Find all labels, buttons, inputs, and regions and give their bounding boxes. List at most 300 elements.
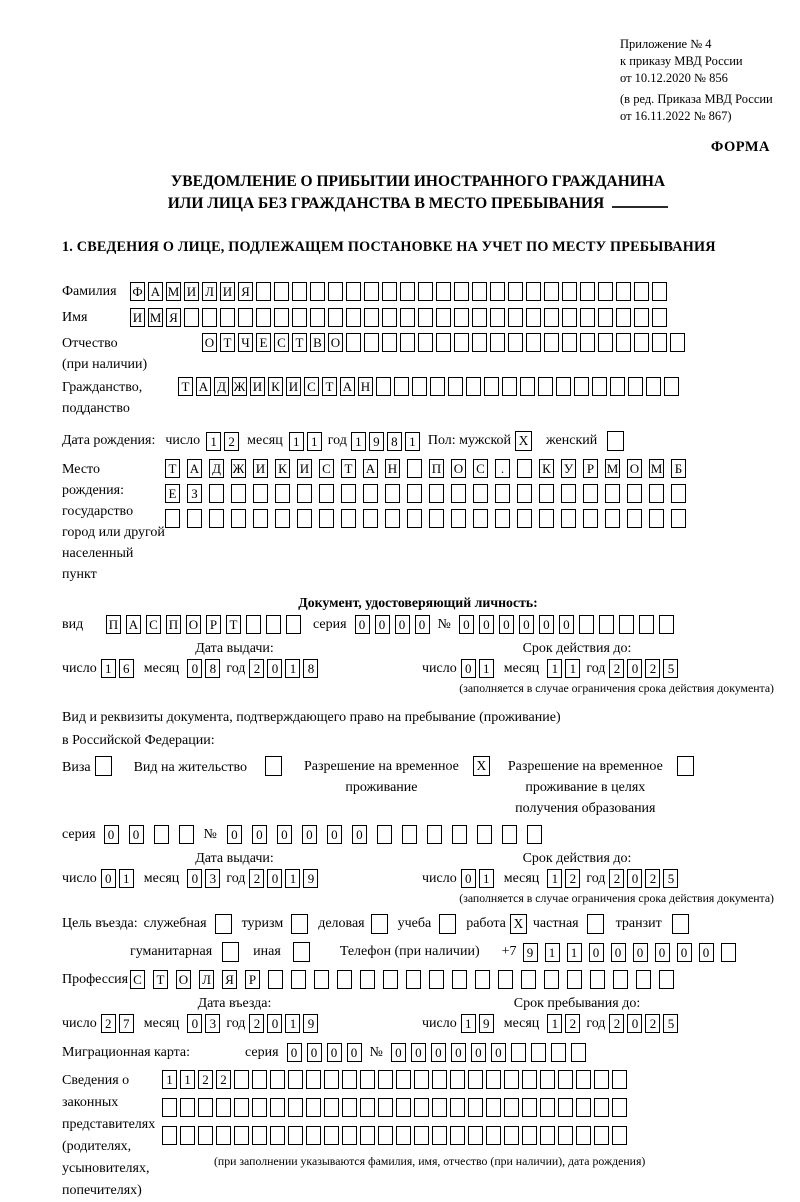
char-box[interactable] <box>605 484 620 503</box>
char-box[interactable] <box>154 825 169 844</box>
char-box[interactable] <box>364 333 379 352</box>
char-box[interactable]: П <box>106 615 121 634</box>
char-box[interactable] <box>508 308 523 327</box>
residence-series-boxes[interactable] <box>104 825 194 844</box>
char-box[interactable]: 0 <box>539 615 554 634</box>
char-box[interactable] <box>400 308 415 327</box>
char-box[interactable] <box>179 825 194 844</box>
char-box[interactable] <box>429 970 444 989</box>
char-box[interactable] <box>363 509 378 528</box>
char-box[interactable]: 1 <box>285 1014 300 1033</box>
char-box[interactable]: Т <box>153 970 168 989</box>
char-box[interactable]: Л <box>199 970 214 989</box>
char-box[interactable] <box>562 282 577 301</box>
char-box[interactable]: 0 <box>252 825 267 844</box>
char-box[interactable] <box>429 484 444 503</box>
char-box[interactable]: 1 <box>547 1014 562 1033</box>
char-box[interactable] <box>234 1098 249 1117</box>
char-box[interactable]: 0 <box>267 869 282 888</box>
char-box[interactable] <box>664 377 679 396</box>
char-box[interactable]: И <box>184 282 199 301</box>
char-box[interactable]: 0 <box>479 615 494 634</box>
char-box[interactable] <box>286 615 301 634</box>
char-box[interactable]: 1 <box>285 659 300 678</box>
char-box[interactable]: 0 <box>499 615 514 634</box>
char-box[interactable]: Т <box>165 459 180 478</box>
char-box[interactable] <box>520 377 535 396</box>
char-box[interactable] <box>544 970 559 989</box>
char-box[interactable] <box>448 377 463 396</box>
valid-year-boxes[interactable] <box>609 869 678 888</box>
char-box[interactable]: Н <box>358 377 373 396</box>
char-box[interactable]: 5 <box>663 1014 678 1033</box>
char-box[interactable] <box>270 1126 285 1145</box>
char-box[interactable] <box>252 1126 267 1145</box>
char-box[interactable] <box>562 333 577 352</box>
char-box[interactable]: 2 <box>609 659 624 678</box>
char-box[interactable] <box>342 1126 357 1145</box>
char-box[interactable] <box>599 615 614 634</box>
char-box[interactable] <box>246 615 261 634</box>
char-box[interactable] <box>324 1098 339 1117</box>
char-box[interactable] <box>396 1126 411 1145</box>
char-box[interactable]: Т <box>322 377 337 396</box>
char-box[interactable] <box>526 333 541 352</box>
char-box[interactable]: С <box>319 459 334 478</box>
char-box[interactable] <box>639 615 654 634</box>
char-box[interactable]: 0 <box>677 943 692 962</box>
stay-month-boxes[interactable] <box>547 1014 580 1033</box>
char-box[interactable]: К <box>275 459 290 478</box>
issue-year-boxes[interactable] <box>249 659 318 678</box>
char-box[interactable]: 8 <box>387 432 402 451</box>
char-box[interactable] <box>270 1070 285 1089</box>
char-box[interactable] <box>652 333 667 352</box>
char-box[interactable] <box>342 1070 357 1089</box>
char-box[interactable]: М <box>650 461 663 476</box>
char-box[interactable]: 1 <box>405 432 420 451</box>
representatives-row1[interactable] <box>162 1070 645 1089</box>
checkbox-purpose-private[interactable] <box>587 914 604 934</box>
char-box[interactable]: 0 <box>589 943 604 962</box>
char-box[interactable] <box>521 970 536 989</box>
char-box[interactable]: Я <box>222 970 237 989</box>
char-box[interactable]: 0 <box>227 825 242 844</box>
char-box[interactable] <box>256 282 271 301</box>
char-box[interactable]: 0 <box>627 869 642 888</box>
char-box[interactable] <box>495 484 510 503</box>
char-box[interactable]: 0 <box>187 1014 202 1033</box>
char-box[interactable] <box>209 509 224 528</box>
char-box[interactable] <box>649 509 664 528</box>
char-box[interactable] <box>364 308 379 327</box>
char-box[interactable]: Я <box>166 308 181 327</box>
char-box[interactable] <box>454 333 469 352</box>
char-box[interactable] <box>580 308 595 327</box>
char-box[interactable] <box>556 377 571 396</box>
birth-place-row2[interactable] <box>165 484 686 503</box>
char-box[interactable] <box>484 377 499 396</box>
char-box[interactable] <box>180 1126 195 1145</box>
char-box[interactable]: 0 <box>415 615 430 634</box>
char-box[interactable]: Н <box>385 459 400 478</box>
char-box[interactable] <box>646 377 661 396</box>
char-box[interactable] <box>253 484 268 503</box>
char-box[interactable]: Л <box>202 282 217 301</box>
char-box[interactable] <box>502 825 517 844</box>
char-box[interactable]: М <box>167 284 180 299</box>
char-box[interactable] <box>184 308 199 327</box>
char-box[interactable]: 6 <box>119 659 134 678</box>
char-box[interactable] <box>341 484 356 503</box>
char-box[interactable] <box>517 484 532 503</box>
char-box[interactable]: 1 <box>461 1014 476 1033</box>
char-box[interactable] <box>337 970 352 989</box>
char-box[interactable] <box>451 484 466 503</box>
char-box[interactable] <box>468 1070 483 1089</box>
char-box[interactable] <box>636 970 651 989</box>
char-box[interactable] <box>216 1126 231 1145</box>
char-box[interactable] <box>580 282 595 301</box>
patronymic-boxes[interactable] <box>202 333 685 352</box>
char-box[interactable]: 2 <box>198 1070 213 1089</box>
char-box[interactable] <box>427 825 442 844</box>
char-box[interactable]: 1 <box>162 1070 177 1089</box>
char-box[interactable] <box>627 509 642 528</box>
char-box[interactable] <box>508 333 523 352</box>
char-box[interactable]: Р <box>583 459 598 478</box>
char-box[interactable] <box>406 970 421 989</box>
char-box[interactable] <box>594 1070 609 1089</box>
char-box[interactable]: С <box>274 333 289 352</box>
char-box[interactable]: Б <box>671 459 686 478</box>
char-box[interactable]: И <box>253 459 268 478</box>
char-box[interactable]: 0 <box>699 943 714 962</box>
checkbox-purpose-study[interactable] <box>439 914 456 934</box>
checkbox-purpose-business[interactable] <box>371 914 388 934</box>
valid-month-boxes[interactable] <box>547 659 580 678</box>
citizenship-boxes[interactable] <box>178 377 679 396</box>
char-box[interactable]: 2 <box>645 869 660 888</box>
char-box[interactable] <box>266 615 281 634</box>
char-box[interactable]: . <box>495 459 510 478</box>
char-box[interactable] <box>432 1070 447 1089</box>
char-box[interactable] <box>598 282 613 301</box>
char-box[interactable]: 1 <box>547 659 562 678</box>
char-box[interactable] <box>558 1126 573 1145</box>
char-box[interactable] <box>385 484 400 503</box>
char-box[interactable] <box>659 970 674 989</box>
char-box[interactable]: 2 <box>249 659 264 678</box>
char-box[interactable]: Р <box>206 615 221 634</box>
char-box[interactable] <box>306 1070 321 1089</box>
char-box[interactable] <box>468 1098 483 1117</box>
char-box[interactable] <box>468 1126 483 1145</box>
char-box[interactable] <box>594 1098 609 1117</box>
birth-year-boxes[interactable] <box>351 432 420 451</box>
char-box[interactable]: 8 <box>205 659 220 678</box>
char-box[interactable]: 1 <box>479 869 494 888</box>
char-box[interactable] <box>310 308 325 327</box>
char-box[interactable]: 0 <box>655 943 670 962</box>
char-box[interactable]: 1 <box>307 432 322 451</box>
char-box[interactable] <box>310 282 325 301</box>
char-box[interactable] <box>238 308 253 327</box>
birth-day-boxes[interactable] <box>206 432 239 451</box>
char-box[interactable] <box>407 509 422 528</box>
char-box[interactable]: 0 <box>471 1043 486 1062</box>
char-box[interactable] <box>288 1070 303 1089</box>
valid-day-boxes[interactable] <box>461 659 494 678</box>
migration-number-boxes[interactable] <box>391 1043 586 1062</box>
char-box[interactable]: К <box>268 377 283 396</box>
char-box[interactable] <box>590 970 605 989</box>
char-box[interactable] <box>253 509 268 528</box>
char-box[interactable]: И <box>250 377 265 396</box>
char-box[interactable]: М <box>149 310 162 325</box>
char-box[interactable]: Ж <box>233 379 246 394</box>
char-box[interactable] <box>450 1126 465 1145</box>
char-box[interactable] <box>527 825 542 844</box>
char-box[interactable] <box>165 509 180 528</box>
char-box[interactable] <box>616 282 631 301</box>
char-box[interactable] <box>490 282 505 301</box>
char-box[interactable] <box>275 484 290 503</box>
char-box[interactable]: 2 <box>249 1014 264 1033</box>
char-box[interactable]: 5 <box>663 869 678 888</box>
char-box[interactable]: 1 <box>545 943 560 962</box>
char-box[interactable] <box>429 509 444 528</box>
char-box[interactable] <box>378 1098 393 1117</box>
char-box[interactable]: Я <box>238 282 253 301</box>
char-box[interactable] <box>540 1070 555 1089</box>
char-box[interactable] <box>526 282 541 301</box>
char-box[interactable] <box>539 509 554 528</box>
char-box[interactable] <box>430 377 445 396</box>
char-box[interactable]: О <box>328 333 343 352</box>
char-box[interactable]: З <box>187 484 202 503</box>
char-box[interactable] <box>671 509 686 528</box>
doc-number-boxes[interactable] <box>459 615 674 634</box>
char-box[interactable] <box>498 970 513 989</box>
char-box[interactable] <box>522 1126 537 1145</box>
char-box[interactable] <box>292 308 307 327</box>
char-box[interactable]: 0 <box>347 1043 362 1062</box>
char-box[interactable]: 0 <box>461 659 476 678</box>
checkbox-purpose-tourism[interactable] <box>291 914 308 934</box>
char-box[interactable] <box>252 1070 267 1089</box>
char-box[interactable] <box>544 333 559 352</box>
char-box[interactable]: 0 <box>491 1043 506 1062</box>
char-box[interactable] <box>216 1098 231 1117</box>
char-box[interactable]: 0 <box>431 1043 446 1062</box>
char-box[interactable] <box>526 308 541 327</box>
char-box[interactable] <box>407 459 422 478</box>
char-box[interactable] <box>671 484 686 503</box>
char-box[interactable]: 2 <box>565 869 580 888</box>
char-box[interactable]: 0 <box>187 659 202 678</box>
char-box[interactable]: 0 <box>519 615 534 634</box>
char-box[interactable] <box>634 282 649 301</box>
char-box[interactable] <box>612 1098 627 1117</box>
profession-boxes[interactable] <box>130 970 674 989</box>
char-box[interactable] <box>583 484 598 503</box>
char-box[interactable] <box>400 282 415 301</box>
char-box[interactable] <box>436 333 451 352</box>
char-box[interactable] <box>324 1070 339 1089</box>
char-box[interactable]: 0 <box>101 869 116 888</box>
char-box[interactable]: 0 <box>327 825 342 844</box>
issue-month-boxes[interactable] <box>187 659 220 678</box>
char-box[interactable]: 3 <box>205 1014 220 1033</box>
birth-month-boxes[interactable] <box>289 432 322 451</box>
char-box[interactable]: 0 <box>559 615 574 634</box>
char-box[interactable]: А <box>196 377 211 396</box>
char-box[interactable] <box>504 1098 519 1117</box>
char-box[interactable] <box>396 1098 411 1117</box>
char-box[interactable] <box>268 970 283 989</box>
char-box[interactable]: 0 <box>627 659 642 678</box>
char-box[interactable]: 8 <box>303 659 318 678</box>
char-box[interactable] <box>504 1070 519 1089</box>
char-box[interactable]: Р <box>245 970 260 989</box>
char-box[interactable] <box>377 825 392 844</box>
valid-year-boxes[interactable] <box>609 659 678 678</box>
char-box[interactable] <box>522 1070 537 1089</box>
char-box[interactable]: 2 <box>645 659 660 678</box>
char-box[interactable]: 0 <box>627 1014 642 1033</box>
char-box[interactable] <box>670 333 685 352</box>
char-box[interactable] <box>576 1098 591 1117</box>
char-box[interactable]: 0 <box>352 825 367 844</box>
char-box[interactable]: И <box>220 282 235 301</box>
stay-year-boxes[interactable] <box>609 1014 678 1033</box>
entry-year-boxes[interactable] <box>249 1014 318 1033</box>
name-boxes[interactable] <box>130 308 667 327</box>
char-box[interactable] <box>634 333 649 352</box>
char-box[interactable] <box>209 484 224 503</box>
char-box[interactable]: Д <box>214 377 229 396</box>
char-box[interactable] <box>473 484 488 503</box>
char-box[interactable] <box>231 509 246 528</box>
char-box[interactable] <box>652 282 667 301</box>
char-box[interactable] <box>612 1126 627 1145</box>
char-box[interactable]: А <box>148 282 163 301</box>
char-box[interactable] <box>616 308 631 327</box>
char-box[interactable]: М <box>606 461 619 476</box>
char-box[interactable] <box>342 1098 357 1117</box>
char-box[interactable] <box>314 970 329 989</box>
char-box[interactable] <box>306 1098 321 1117</box>
char-box[interactable] <box>502 377 517 396</box>
char-box[interactable] <box>360 1126 375 1145</box>
char-box[interactable] <box>328 282 343 301</box>
char-box[interactable] <box>297 509 312 528</box>
char-box[interactable]: 1 <box>565 659 580 678</box>
checkbox-purpose-work[interactable]: X <box>510 914 527 934</box>
char-box[interactable] <box>436 282 451 301</box>
char-box[interactable]: 0 <box>633 943 648 962</box>
char-box[interactable] <box>454 308 469 327</box>
char-box[interactable] <box>592 377 607 396</box>
representatives-row2[interactable] <box>162 1098 645 1117</box>
char-box[interactable] <box>402 825 417 844</box>
char-box[interactable] <box>451 509 466 528</box>
char-box[interactable]: Д <box>209 459 224 478</box>
char-box[interactable]: 7 <box>119 1014 134 1033</box>
char-box[interactable] <box>306 1126 321 1145</box>
char-box[interactable] <box>394 377 409 396</box>
char-box[interactable]: Т <box>220 333 235 352</box>
char-box[interactable] <box>574 377 589 396</box>
char-box[interactable] <box>628 377 643 396</box>
char-box[interactable] <box>517 459 532 478</box>
char-box[interactable]: Ф <box>130 282 145 301</box>
char-box[interactable] <box>407 484 422 503</box>
char-box[interactable] <box>477 825 492 844</box>
char-box[interactable]: 2 <box>101 1014 116 1033</box>
char-box[interactable] <box>364 282 379 301</box>
entry-month-boxes[interactable] <box>187 1014 220 1033</box>
residence-number-boxes[interactable] <box>227 825 542 844</box>
char-box[interactable]: И <box>297 459 312 478</box>
char-box[interactable] <box>567 970 582 989</box>
char-box[interactable]: А <box>363 459 378 478</box>
char-box[interactable] <box>297 484 312 503</box>
char-box[interactable] <box>583 509 598 528</box>
checkbox-visa[interactable] <box>95 756 112 776</box>
char-box[interactable] <box>436 308 451 327</box>
char-box[interactable]: 9 <box>479 1014 494 1033</box>
char-box[interactable] <box>571 1043 586 1062</box>
char-box[interactable]: Е <box>256 333 271 352</box>
char-box[interactable]: С <box>304 377 319 396</box>
char-box[interactable]: С <box>473 459 488 478</box>
char-box[interactable]: 0 <box>302 825 317 844</box>
char-box[interactable]: 0 <box>287 1043 302 1062</box>
char-box[interactable] <box>341 509 356 528</box>
char-box[interactable] <box>544 308 559 327</box>
char-box[interactable]: А <box>340 377 355 396</box>
char-box[interactable]: С <box>146 615 161 634</box>
char-box[interactable]: И <box>130 308 145 327</box>
char-box[interactable] <box>162 1098 177 1117</box>
char-box[interactable] <box>540 1098 555 1117</box>
checkbox-male[interactable]: X <box>515 431 532 451</box>
char-box[interactable] <box>400 333 415 352</box>
char-box[interactable] <box>346 282 361 301</box>
char-box[interactable] <box>360 1070 375 1089</box>
char-box[interactable] <box>414 1126 429 1145</box>
char-box[interactable] <box>198 1098 213 1117</box>
char-box[interactable] <box>486 1098 501 1117</box>
char-box[interactable] <box>450 1098 465 1117</box>
char-box[interactable] <box>598 333 613 352</box>
char-box[interactable] <box>376 377 391 396</box>
char-box[interactable] <box>288 1126 303 1145</box>
char-box[interactable] <box>346 308 361 327</box>
char-box[interactable]: 2 <box>645 1014 660 1033</box>
char-box[interactable] <box>627 484 642 503</box>
char-box[interactable] <box>418 333 433 352</box>
checkbox-purpose-other[interactable] <box>293 942 310 962</box>
char-box[interactable] <box>162 1126 177 1145</box>
issue-month-boxes[interactable] <box>187 869 220 888</box>
char-box[interactable]: П <box>166 615 181 634</box>
issue-day-boxes[interactable] <box>101 659 134 678</box>
char-box[interactable]: 2 <box>249 869 264 888</box>
char-box[interactable]: Ж <box>232 461 245 476</box>
